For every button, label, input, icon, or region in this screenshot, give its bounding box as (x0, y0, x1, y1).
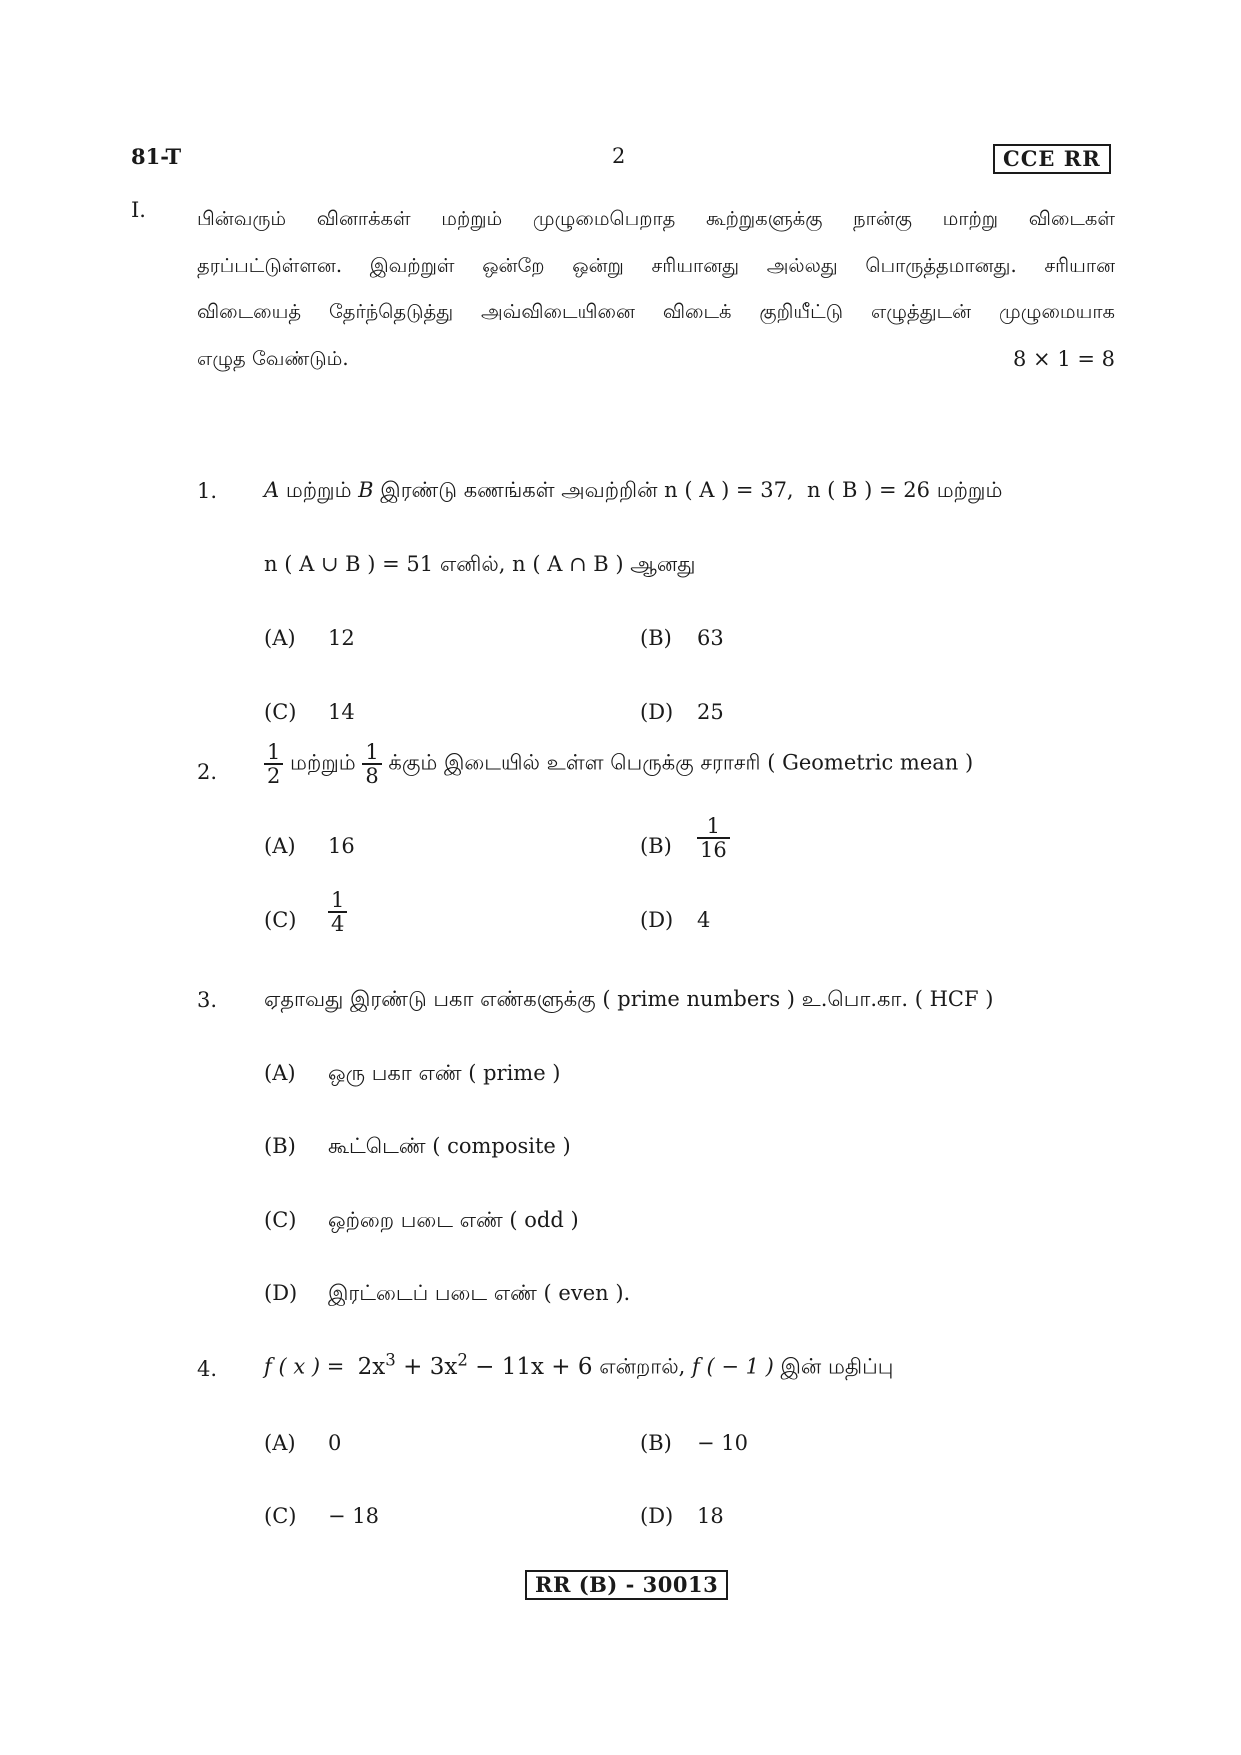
text: இரண்டு கணங்கள் அவற்றின் (373, 478, 665, 502)
option-value: ஒரு பகா எண் ( prime ) (328, 1061, 561, 1085)
option-value: 63 (697, 626, 724, 650)
option-value: 16 (328, 834, 355, 858)
expr-na: n ( A ) = 37, (664, 478, 794, 502)
option-value: − 18 (328, 1504, 379, 1528)
option-label: (D) (264, 1281, 298, 1305)
exam-tag: CCE RR (993, 144, 1111, 174)
text: மற்றும் (930, 478, 1003, 502)
fraction-denominator: 2 (267, 764, 281, 789)
fraction (264, 741, 283, 787)
option-label: (B) (640, 626, 672, 650)
option-value (328, 889, 347, 935)
question-number: 1. (197, 479, 218, 503)
option-value: இரட்டைப் படை எண் ( even ). (328, 1281, 631, 1305)
text: மற்றும் (283, 750, 363, 775)
expr-union: n ( A ∪ B ) = 51 (264, 552, 434, 576)
poly-term: − 11x + 6 (467, 1353, 593, 1380)
option-value: 25 (697, 700, 724, 724)
text: ஆனது (623, 552, 696, 576)
function-eval: f ( − 1 ) (692, 1354, 774, 1379)
option-label: (B) (264, 1134, 296, 1158)
option-value: 0 (328, 1431, 342, 1455)
instruction-last-text: எழுத வேண்டும். (197, 346, 349, 370)
fraction (362, 741, 381, 787)
option-label: (B) (640, 834, 672, 858)
question-text (264, 478, 1002, 505)
section-instructions (197, 196, 1115, 382)
option-label: (A) (264, 834, 296, 858)
fraction-denominator: 8 (365, 764, 379, 789)
question-text: ஏதாவது இரண்டு பகா எண்களுக்கு ( prime numbers ) உ.பொ.கா. ( HCF ) (264, 987, 994, 1011)
section-number: I. (131, 198, 146, 222)
expr-intersection: n ( A ∩ B ) (512, 552, 624, 576)
fraction-denominator: 16 (700, 838, 727, 863)
option-value: − 10 (697, 1431, 748, 1455)
question-text (264, 1350, 893, 1382)
poly-term: + 3x (395, 1353, 458, 1380)
option-label: (C) (264, 1208, 297, 1232)
text: என்றால், (592, 1354, 692, 1379)
option-label: (B) (640, 1431, 672, 1455)
option-label: (C) (264, 1504, 297, 1528)
option-value: 14 (328, 700, 355, 724)
instruction-line: தரப்பட்டுள்ளன. இவற்றுள் ஒன்றே ஒன்று சரியானது அல்லது பொருத்தமானது. சரியான (197, 253, 1115, 277)
poly-term: 2x (357, 1353, 386, 1380)
poly-exponent: 2 (457, 1350, 468, 1369)
option-value: 18 (697, 1504, 724, 1528)
question-text-line2 (264, 552, 695, 579)
question-text (264, 741, 973, 787)
fraction-denominator: 4 (331, 912, 345, 937)
fraction-numerator: 1 (697, 815, 730, 839)
poly-exponent: 3 (385, 1350, 396, 1369)
fraction (697, 815, 730, 861)
option-label: (A) (264, 1431, 296, 1455)
option-label: (A) (264, 626, 296, 650)
option-value (697, 815, 730, 861)
paper-code: 81-T (131, 144, 182, 169)
option-label: (C) (264, 700, 297, 724)
option-label: (A) (264, 1061, 296, 1085)
set-b: B (358, 478, 374, 502)
option-label: (D) (640, 1504, 674, 1528)
option-value: 4 (697, 908, 711, 932)
option-value: ஒற்றை படை எண் ( odd ) (328, 1208, 579, 1232)
function-lhs: f ( x ) = (264, 1354, 345, 1379)
fraction-numerator: 1 (264, 741, 283, 765)
question-number: 2. (197, 760, 218, 784)
polynomial (357, 1350, 593, 1380)
fraction (328, 889, 347, 935)
set-a: A (264, 478, 280, 502)
text: மற்றும் (279, 478, 359, 502)
text: க்கும் இடையில் உள்ள பெருக்கு சராசரி ( Geometric mean ) (381, 750, 974, 775)
option-label: (D) (640, 908, 674, 932)
text: இன் மதிப்பு (773, 1354, 894, 1379)
expr-nb: n ( B ) = 26 (806, 478, 931, 502)
text: எனில், (433, 552, 513, 576)
fraction-numerator: 1 (362, 741, 381, 765)
instruction-line: விடையைத் தேர்ந்தெடுத்து அவ்விடையினை விடைக் குறியீட்டு எழுத்துடன் முழுமையாக (197, 300, 1115, 323)
option-value: கூட்டெண் ( composite ) (328, 1134, 571, 1158)
option-value: 12 (328, 626, 355, 650)
fraction-numerator: 1 (328, 889, 347, 913)
question-number: 3. (197, 988, 218, 1012)
question-number: 4. (197, 1357, 218, 1381)
instruction-line: பின்வரும் வினாக்கள் மற்றும் முழுமைபெறாத கூற்றுகளுக்கு நான்கு மாற்று விடைகள் (197, 207, 1115, 230)
option-label: (D) (640, 700, 674, 724)
option-label: (C) (264, 908, 297, 932)
instruction-line (197, 336, 1115, 383)
footer-code: RR (B) - 30013 (525, 1570, 728, 1600)
page-number: 2 (612, 144, 626, 168)
section-marks: 8 × 1 = 8 (1013, 346, 1115, 371)
